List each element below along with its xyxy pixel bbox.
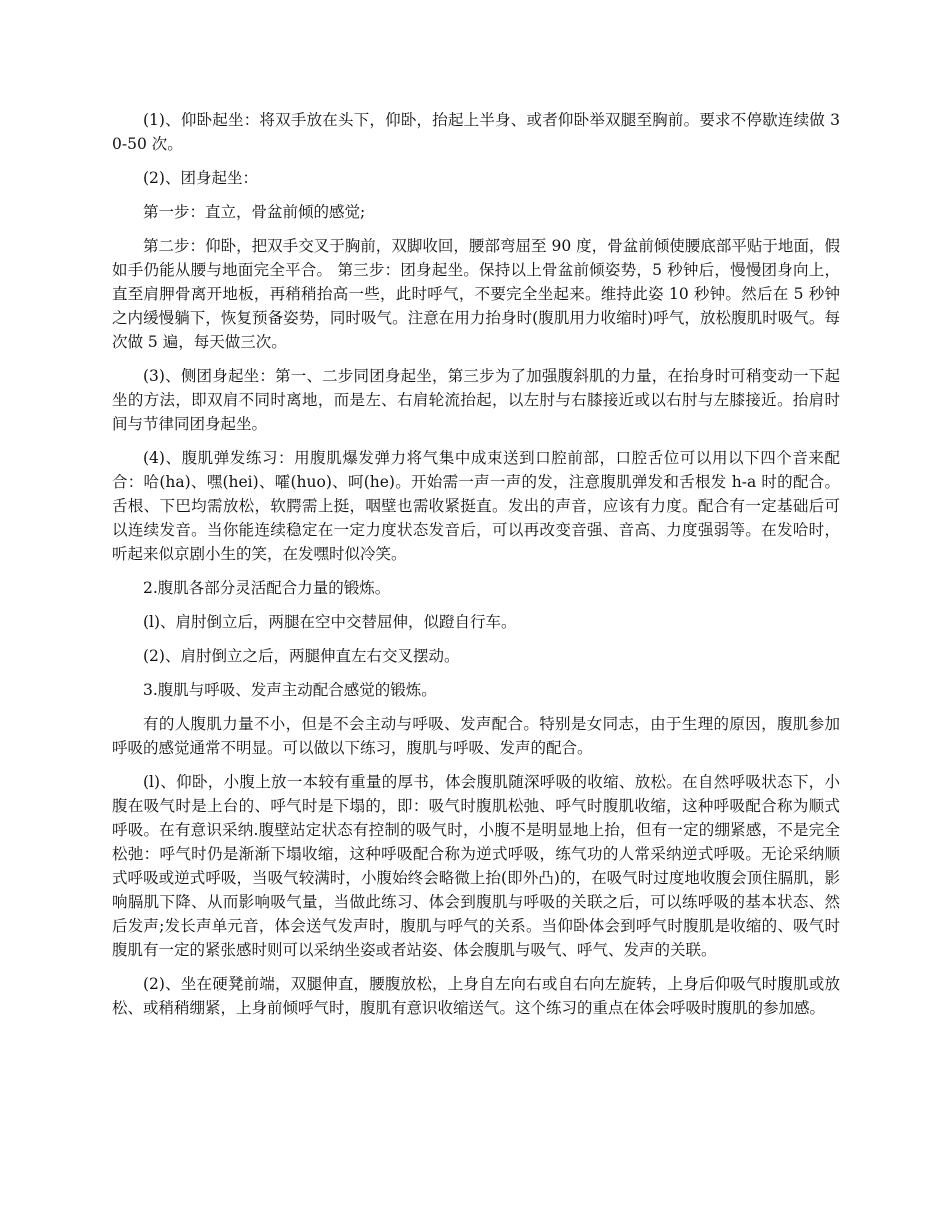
document-body xyxy=(112,108,840,1030)
paragraph-seated-rotation: (2)、坐在硬凳前端，双腿伸直，腰腹放松，上身自左向右或自右向左旋转，上身后仰吸气时腹肌或放松、或稍稍绷紧，上身前倾呼气时，腹肌有意识收缩送气。这个练习的重点在体会呼吸时腹肌的参加感。 xyxy=(112,975,840,1017)
paragraph-situp: (1)、仰卧起坐：将双手放在头下，仰卧，抬起上半身、或者仰卧举双腿至胸前。要求不停歇连续做 30-50 次。 xyxy=(112,111,840,153)
section-heading-3: 3.腹肌与呼吸、发声主动配合感觉的锻炼。 xyxy=(143,681,437,699)
section-heading-2: 2.腹肌各部分灵活配合力量的锻炼。 xyxy=(143,579,391,597)
paragraph-side-curl: (3)、侧团身起坐：第一、二步同团身起坐，第三步为了加强腹斜肌的力量，在抬身时可稍变动一下起坐的方法，即双肩不同时离地，而是左、右肩轮流抬起，以左肘与右膝接近或以右肘与左膝接近。抬肩时间与节律同团身起坐。 xyxy=(112,367,840,433)
paragraph-curl-situp-heading: (2)、团身起坐： xyxy=(143,169,258,187)
paragraph-step-two-three: 第二步：仰卧，把双手交叉于胸前，双脚收回，腰部弯屈至 90 度，骨盆前倾使腰底部平贴于地面，假如手仍能从腰与地面完全平合。 第三步：团身起坐。保持以上骨盆前倾姿势，5 秒钟后，慢慢团身向上，直至肩胛骨离开地板，再稍稍抬高一些，此时呼气，不要完全坐起来。维持此姿 10 秒钟。然后在 5 秒钟之内缓慢躺下，恢复预备姿势，同时吸气。注意在用力抬身时(腹肌用力收缩时)呼气，放松腹肌时吸气。每次做 5 遍，每天做三次。 xyxy=(112,237,840,351)
paragraph-intro-breathing: 有的人腹肌力量不小，但是不会主动与呼吸、发声配合。特别是女同志，由于生理的原因，腹肌参加呼吸的感觉通常不明显。可以做以下练习，腹肌与呼吸、发声的配合。 xyxy=(112,715,840,757)
paragraph-lying-book-exercise: (l)、仰卧，小腹上放一本较有重量的厚书，体会腹肌随深呼吸的收缩、放松。在自然呼吸状态下，小腹在吸气时是上台的、呼气时是下塌的，即：吸气时腹肌松弛、呼气时腹肌收缩，这种呼吸配合称为顺式呼吸。在有意识采纳.腹壁站定状态有控制的吸气时，小腹不是明显地上抬，但有一定的绷紧感，不是完全松弛：呼气时仍是渐渐下塌收缩，这种呼吸配合称为逆式呼吸，练气功的人常采纳逆式呼吸。无论采纳顺式呼吸或逆式呼吸，当吸气较满时，小腹始终会略微上抬(即外凸)的，在吸气时过度地收腹会顶住膈肌，影响膈肌下降、从而影响吸气量，当做此练习、体会到腹肌与呼吸的关联之后，可以练呼吸的基本状态、然后发声;发长声单元音，体会送气发声时，腹肌与呼气的关系。当仰卧体会到呼气时腹肌是收缩的、吸气时腹肌有一定的紧张感时则可以采纳坐姿或者站姿、体会腹肌与吸气、呼气、发声的关联。 xyxy=(112,773,840,959)
paragraph-abdominal-burst: (4)、腹肌弹发练习：用腹肌爆发弹力将气集中成束送到口腔前部，口腔舌位可以用以下四个音来配合：哈(ha)、嘿(hei)、嚯(huo)、呵(he)。开始需一声一声的发，注意腹肌弹发和舌根发 h-a 时的配合。舌根、下巴均需放松，软腭需上挺，咽壁也需收紧挺直。发出的声音，应该有力度。配合有一定基础后可以连续发音。当你能连续稳定在一定力度状态发音后，可以再改变音强、音高、力度强弱等。在发哈时，听起来似京剧小生的笑，在发嘿时似冷笑。 xyxy=(112,449,840,563)
paragraph-shoulder-stand-cycling: (l)、肩肘倒立后，两腿在空中交替屈伸，似蹬自行车。 xyxy=(143,613,517,631)
paragraph-shoulder-stand-swing: (2)、肩肘倒立之后，两腿伸直左右交叉摆动。 xyxy=(143,647,460,665)
paragraph-step-one: 第一步：直立，骨盆前倾的感觉; xyxy=(143,203,366,221)
